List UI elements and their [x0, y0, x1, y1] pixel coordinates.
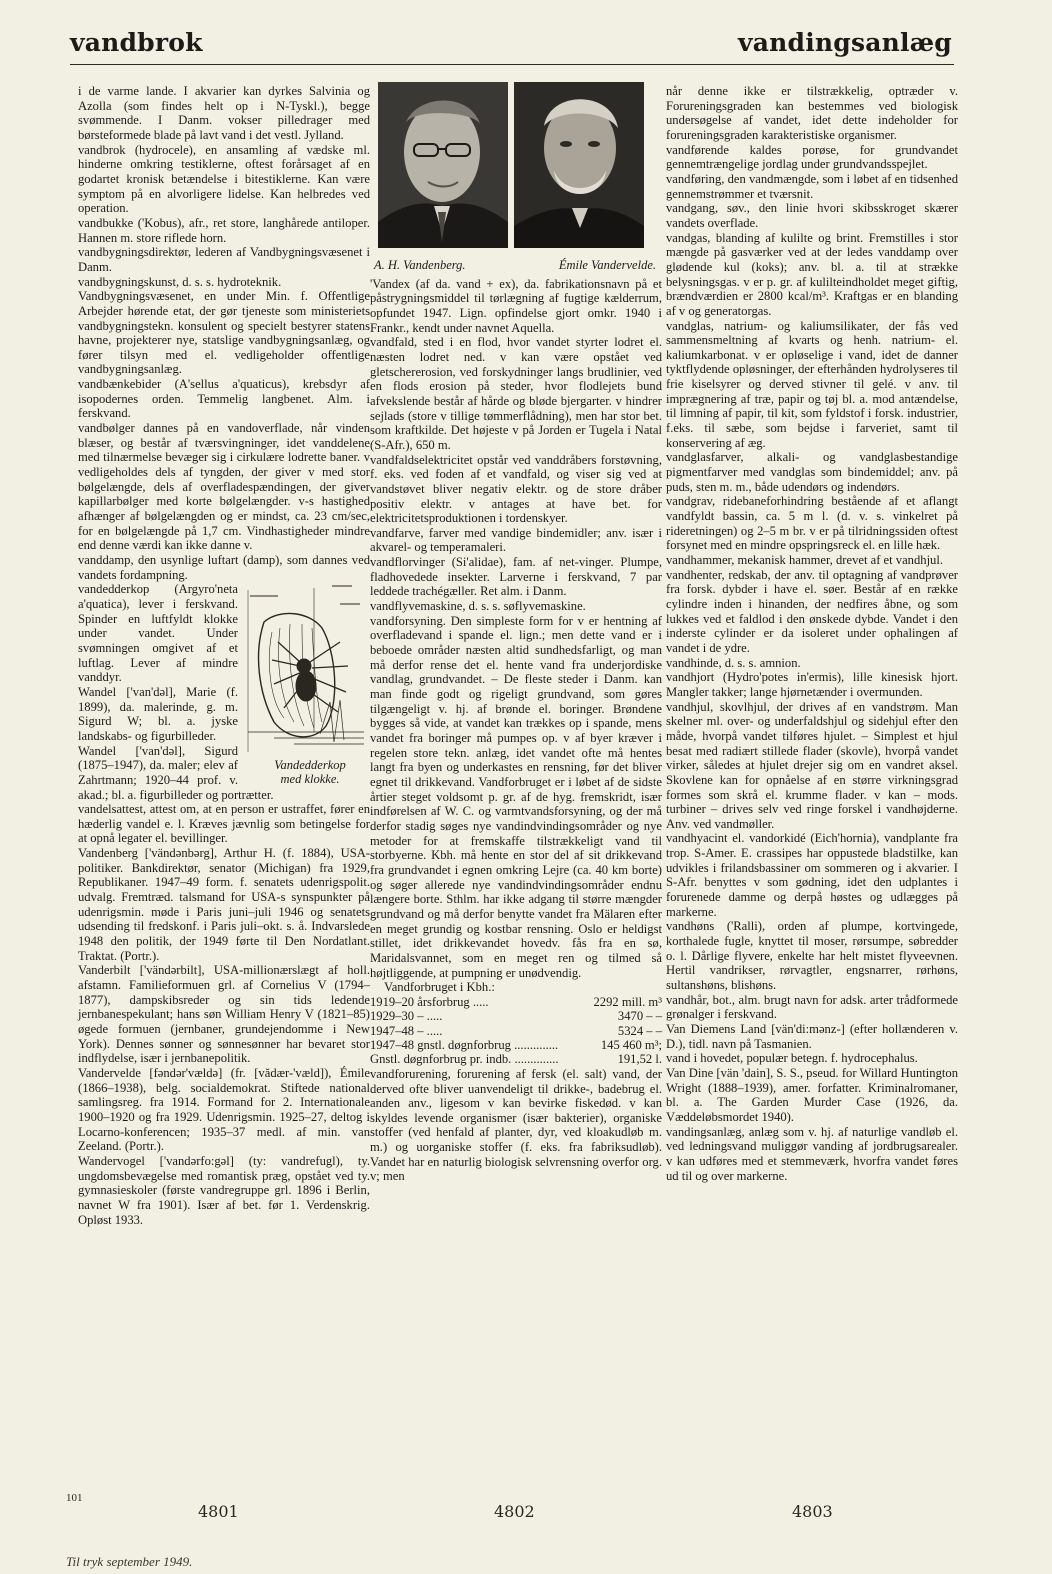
spider-section [78, 582, 370, 802]
entry-vandenberg: Vandenberg ['vändənbərg], Arthur H. (f. 1884), USA-politiker. Bankdirektør, senator (Michigan) fra 1929, Republikaner. 1947–49 form. f. senatets udenrigspolit. udvalg. Fremtræd. talsmand for USA-s synspunkter på udenrigsmin. møde i Paris juni–juli 1946 og senatets udsending til fredskonf. i Paris juli–okt. s. å. Indvarslede 1948 den politik, der 1949 førte til Den Nordatlant. Traktat. (Portr.). [78, 846, 370, 963]
table-cell: 1947–48 – ..... [370, 1023, 443, 1038]
entry-vandbygningsdirektor: vandbygningsdirektør, lederen af Vandbygningsvæsenet i Danm. [78, 245, 370, 274]
column-right [666, 84, 958, 1183]
table-row [370, 1024, 662, 1038]
table-cell: Gnstl. døgnforbrug pr. indb. .............. [370, 1052, 559, 1067]
entry-vandgrav: vandgrav, ridebaneforhindring bestående af et aflangt vandfyldt bassin, ca. 5 m l. (d. v. s. vinkelret på rideretningen) og 2–5 m br. v er på tilridningssiden oftest forsynet med en mindre opspringsreck el. en lille hæk. [666, 494, 958, 553]
portrait-vandervelde-image [514, 82, 644, 248]
entry-vandforende: vandførende kaldes porøse, for grundvandet gennemtrængelige jordlag under grundvandsspejlet. [666, 142, 958, 172]
table-cell: 191,52 l. [617, 1052, 662, 1067]
figure-caption-line2: med klokke. [280, 772, 340, 787]
entry-vandbaenkebider: vandbænkebider (A'sellus a'quaticus), krebsdyr af isopodernes orden. Temmelig langbenet. Alm. i ferskvand. [78, 377, 370, 421]
entry-salvinia-cont: i de varme lande. I akvarier kan dyrkes Salvinia og Azolla (som findes helt op i N-Tyskl.), begge svømmende. I Danm. vokser pilledrager med børsteformede blade på lavt vand i det vestl. Jylland. [78, 84, 370, 142]
portrait-photos [370, 82, 662, 255]
entry-vandflyvemaskine: vandflyvemaskine, d. s. s. søflyvemaskine. [370, 599, 586, 614]
entry-vandbolger: vandbølger dannes på en vandoverflade, når vinden blæser, og består af tværsvingninger, idet vanddelene med tilnærmelse bevæger sig i cirkulære lodrette baner. v vedligeholdes dels af tyngden, der giver v med stor bølgelængde, dels af overfladespændingen, der giver kapillarbølger med korte bølgelængder. v-s hastighed afhænger af bølgelængden og er mindst, ca. 23 cm/sec, for en bølgelængde på 1,7 cm. Vindhastigheder mindre end denne værdi kan ikke danne v. [78, 421, 370, 553]
entry-vandforing: vandføring, den vandmængde, som i løbet af en tidsenhed gennemstrømmer et tværsnit. [666, 171, 958, 201]
table-cell: 5324 – – [617, 1023, 662, 1038]
figure-caption-line1: Vandedderkop [274, 758, 346, 773]
consumption-table [370, 995, 662, 1067]
entry-wandel-sigurd: Wandel ['van'dəl], Sigurd (1875–1947), da. maler; elev af Zahrtmann; 1920–44 prof. v. akad.; bl. a. figurbilleder og portrætter. [78, 743, 274, 802]
portrait-vandervelde [514, 82, 644, 248]
entry-vandbygningsvaesenet: Vandbygningsvæsenet, en under Min. f. Offentlige Arbejder hørende etat, der gør tjeneste som ministeriets vandbygningstekn. konsulent og specielt bestyrer statens havne, projekterer nye, statslige vandbygningsanlæg, og fører tilsyn med el. vedligeholder offentlige vandbygningsanlæg. [78, 289, 370, 377]
portrait-vandenberg-image [378, 82, 508, 248]
entry-vandfaldselektricitet: vandfaldselektricitet opstår ved vanddråbers forstøvning, f. eks. ved foden af et vandfald, og viser sig ved at vandstøvet bliver negativ elektr. og de store dråber positiv elektr. v antages at have bet. for elektricitetsproduktionen i tordenskyer. [370, 452, 662, 526]
entry-vandfald: vandfald, sted i en flod, hvor vandet styrter lodret el. næsten lodret ned. v kan være opstået ved gletschererosion, ved forskydninger langs brudlinier, ved en flods erosion på steder, hvor flodlejets bund afvekslende består af hårde og bløde bjergarter. v hindrer sejlads (store v tillige tømmerflådning), men har stor bet. som kraftkilde. Det højeste v på Jorden er Tugela i Natal (S-Afr.), 650 m. [370, 335, 662, 452]
entry-vandingsanlaeg: vandingsanlæg, anlæg som v. hj. af naturlige vandløb el. ved ledningsvand muliggør vanding af jordbrugsarealer. v kan udføres med et stemmeværk, hvorfra vandet føres ud til og over markerne. [666, 1124, 958, 1183]
entry-vandgas: vandgas, blanding af kulilte og brint. Fremstilles i stor mængde på gasværker ved at der ledes vanddamp over glødende kul (koks); anv. bl. a. til at strække belysningsgas. v er p. gr. af kulilteindholdet meget giftig, brændværdien er 2800 kcal/m³. Kraftgas er en blanding af v og generatorgas. [666, 230, 958, 318]
table-row [370, 1038, 662, 1052]
header-rule [70, 64, 954, 65]
portrait-captions [370, 258, 662, 277]
signature-mark: 101 [66, 1492, 83, 1504]
entry-vandedderkop: vandedderkop (Argyro'neta a'quatica), lever i ferskvand. Spinder en luftfyldt klokke under vandet. Under svømningen omgivet af et luftlag. Lever af mindre vanddyr. [78, 582, 238, 685]
entry-vandforsyning: vandforsyning. Den simpleste form for v er hentning af overfladevand i spande el. lign.; men dette vand er i beboede områder næsten altid sundhedsfarligt, og man må derfor rense det el. hente vand fra underjordiske vandlag, grundvandet. – De fleste steder i Danm. kan man finde godt og rigeligt grundvand, som gøres tilgængeligt v. hj. af brønde el. boringer. Brøndene bygges så vide, at vandet kan trækkes op i spande, mens vandet fra boringer må pumpes op. v af byer kræver i regelen store tekn. anlæg, idet vandet ofte må hentes langt fra byen og underkastes en rensning, før det bliver egnet til drikkevand. Vandforbruget er i løbet af de sidste årtier steget voldsomt p. gr. af de hyg. fremskridt, især indførelsen af W. C. og varmtvandsforsyning, og der må derfor stadig søges nye vandindvindingsområder og nye metoder for at fremskaffe tilstrækkeligt vand til storbyerne. Kbh. må hente en stor del af sit drikkevand fra grundvandet i egnen omkring Lejre (ca. 40 km borte) og søger allerede nye vandindvindingsområder endnu længere borte. Sthlm. har ikke adgang til større mængder grundvand og må derfor benytte vandet fra Mälaren efter en meget grundig og kostbar rensning. Oslo er heldigst stillet, idet drikkevandet hovedv. fås fra en sø, Maridalsvannet, som en meget ren og tilmed så højtliggende, at pumpning er unødvendig. [370, 613, 662, 980]
entry-vandhjul: vandhjul, skovlhjul, der drives af en vandstrøm. Man skelner ml. over- og underfaldshjul og sidehjul efter den måde, hvorpå vandet tilføres hjulet. – Simplest et hjul besat med radiært stillede flader (skovle), hvorpå vandet virker, således at hjulet drejer sig om en vandret aksel. Skovlene kan for opnåelse af en større virkningsgrad formes som skrå el. krumme flader. v kan – mods. turbiner – drives selv ved ringe forskel i vandhøjderne. Anv. ved vandmøller. [666, 699, 958, 831]
entry-vanderbilt: Vanderbilt ['vändərbilt], USA-millionærslægt af holl. afstamn. Familieformuen grl. af Cornelius V (1794–1877), dampskibsreder og sin tids ledende jernbanespekulant; hans søn William Henry V (1821–85) øgede formuen (jernbaner, grundejendomme i New York). Dennes sønner og sønnesønner har bevaret stor indflydelse, især i jernbanepolitik. [78, 963, 370, 1066]
table-row [370, 1052, 662, 1066]
entry-vandervelde: Vandervelde [fəndər'vældə] (fr. [vădær-'væld]), Émile (1866–1938), belg. socialdemokrat. Stiftede national samlingsreg. fra 1914. Formand for 2. Internationale 1900–1920 og fra 1929. Udenrigsmin. 1925–27, deltog i Locarno-konferencen; 1935–37 medl. af min. van Zeeland. (Portr.). [78, 1065, 370, 1154]
entry-vandforurening: vandforurening, forurening af fersk (el. salt) vand, der derved ofte bliver uanvendeligt til drikke-, badebrug el. anden anv., ligesom v kan bevirke fiskedød. v kan skyldes levende organismer (især bakterier), organiske stoffer (ved henfald af planter, dyr, ved kloakudløb m. m.) og uorganiske stoffer (f. eks. fra fabriksudløb). Vandet har en naturlig biologisk selvrensning overfor org. v; men [370, 1066, 662, 1184]
spider-figure [244, 582, 370, 787]
entry-van-diemens-land: Van Diemens Land [vän'di:mənz-] (efter hollænderen v. D.), tidl. navn på Tasmanien. [666, 1022, 958, 1051]
entry-vandelsattest: vandelsattest, attest om, at en person er ustraffet, fører en hæderlig vandel e. l. Kræves jævnlig som betingelse for at opnå legater el. bevillinger. [78, 802, 370, 846]
table-title: Vandforbruget i Kbh.: [384, 980, 495, 995]
table-row [370, 995, 662, 1009]
entry-vand-i-hovedet: vand i hovedet, populær betegn. f. hydrocephalus. [666, 1051, 918, 1066]
entry-vandbrok: vandbrok (hydrocele), en ansamling af vædske ml. hinderne omkring testiklerne, oftest forårsaget af en godartet kronisk betændelse i bitestiklerne. Kan være symptom på en alvorligere lidelse. Kan helbredes ved operation. [78, 142, 370, 216]
page-number-right: 4803 [792, 1502, 833, 1521]
caption-vandervelde: Émile Vandervelde. [558, 258, 656, 272]
entry-van-dine: Van Dine [vän 'dain], S. S., pseud. for Willard Huntington Wright (1888–1939), amer. forfatter. Kriminalromaner, bl. a. The Garden Murder Case (1926, da. Væddeløbsmordet 1940). [666, 1065, 958, 1124]
table-cell: 145 460 m³; [600, 1038, 662, 1053]
entry-vandhyacint: vandhyacint el. vandorkidé (Eich'hornia), vandplante fra trop. S-Amer. E. crassipes har oppustede bladstilke, kan udvikles i frilandsbassiner om sommeren og i akvarier. I S-Afr. benyttes v som gødning, idet den udplantes i forurenede damme og derpå høstes og udlægges på markerne. [666, 831, 958, 919]
running-head-left: vandbrok [70, 28, 203, 57]
entry-vandglas: vandglas, natrium- og kaliumsilikater, der fås ved sammensmeltning af kvarts og henh. natrium- el. kaliumkarbonat. v er opløselige i vand, idet de danner tyktflydende opløsninger, der efterhånden hydrolyseres til frie kiselsyrer og derved stivner til gelé. v anv. til imprægnering af træ, papir og tøj bl. a. mod antændelse, til limning af papir, til kit, som fyldstof i forsk. industrier, f.eks. til sæbe, som bejdse i farveriet, samt til konservering af æg. [666, 318, 958, 450]
figure-caption [250, 758, 370, 786]
table-cell: 3470 – – [617, 1009, 662, 1024]
entry-vandbygningskunst: vandbygningskunst, d. s. s. hydroteknik. [78, 274, 282, 289]
entry-wandel-marie: Wandel ['van'dəl], Marie (f. 1899), da. malerinde, g. m. Sigurd W; bl. a. jyske landskabs- og figurbilleder. [78, 684, 238, 743]
column-left [78, 84, 370, 1227]
column-middle [370, 82, 662, 1184]
print-note: Til tryk september 1949. [66, 1554, 193, 1569]
caption-vandenberg: A. H. Vandenberg. [374, 258, 466, 272]
page-number-middle: 4802 [494, 1502, 535, 1521]
entry-vanddamp: vanddamp, den usynlige luftart (damp), som dannes ved vandets fordampning. [78, 553, 370, 582]
entry-wandervogel: Wandervogel ['vandərfo:gəl] (ty: vandrefugl), ty. ungdomsbevægelse med romantisk præg, opstået ved ty. gymnasieskoler (første vandregruppe grl. 1896 i Berlin, navnet W fra 1901). Især af bet. før 1. Verdenskrig. Opløst 1933. [78, 1153, 370, 1227]
running-head-right: vandingsanlæg [738, 28, 952, 57]
entry-vandgang: vandgang, søv., den linie hvori skibsskroget skærer vandets overflade. [666, 201, 958, 230]
table-cell: 1929–30 – ..... [370, 1009, 443, 1024]
entry-vandex: 'Vandex (af da. vand + ex), da. fabrikationsnavn på et påstrygningsmiddel til tørlægning af fugtige kælderrum, opfundet 1947. Lign. opfindelse gjort omkr. 1940 i Frankr., kendt under navnet Aquella. [370, 276, 662, 335]
table-cell: 2292 mill. m³ [593, 994, 662, 1009]
page-number-left: 4801 [198, 1502, 239, 1521]
table-row [370, 1009, 662, 1023]
entry-vandhinde: vandhinde, d. s. s. amnion. [666, 655, 801, 670]
entry-vandhar: vandhår, bot., alm. brugt navn for adsk. arter trådformede grønalger i ferskvand. [666, 992, 958, 1022]
water-spider-illustration [244, 582, 370, 758]
entry-vandhenter: vandhenter, redskab, der anv. til optagning af vandprøver fra forsk. dybder i have el. søer. Består af en række cylindre inden i hinanden, der nedfires åbne, og som lukkes ved et faldlod i den ønskede dybde. Vandet i den inderste cylinder er da isoleret under ophalingen af vandet i de ydre. [666, 567, 958, 655]
table-cell: 1947–48 gnstl. døgnforbrug .............. [370, 1038, 559, 1053]
entry-vandglasfarver: vandglasfarver, alkali- og vandglasbestandige pigmentfarver med vandglas som bindemiddel; anv. på puds, sten m. m., både udendørs og indendørs. [666, 450, 958, 494]
entry-vandhjort: vandhjort (Hydro'potes in'ermis), lille kinesisk hjort. Mangler takker; lange hjørnetænder i overmunden. [666, 670, 958, 699]
table-cell: 1919–20 årsforbrug ..... [370, 994, 489, 1009]
entry-vandflorvinger: vandflorvinger (Si'alidae), fam. af net-vinger. Plumpe, fladhovedede insekter. Larverne i ferskvand, 7 par leddede trachégæller. Ret alm. i Danm. [370, 555, 662, 599]
entry-vandforurening-cont: når denne ikke er tilstrækkelig, optræder v. Forureningsgraden kan bestemmes ved biologisk undersøgelse af vandet, idet dette indeholder for forureningsgraden karakteristiske organismer. [666, 84, 958, 142]
entry-vandbukke: vandbukke ('Kobus), afr., ret store, langhårede antiloper. Hannen m. store riflede horn. [78, 215, 370, 245]
entry-vandhammer: vandhammer, mekanisk hammer, drevet af et vandhjul. [666, 553, 944, 567]
portrait-vandenberg [378, 82, 508, 248]
entry-vandfarve: vandfarve, farver med vandige bindemidler; anv. især i akvarel- og temperamaleri. [370, 525, 662, 555]
entry-vandhons: vandhøns ('Ralli), orden af plumpe, kortvingede, korthalede fugle, knyttet til moser, rørsumpe, søbredder o. l. Dårlige flyvere, enkelte har helt mistet flyveevnen. Hertil vandrikser, rørvagtler, engsnarrer, rørhøns, sultanshøns, blishøns. [666, 919, 958, 993]
